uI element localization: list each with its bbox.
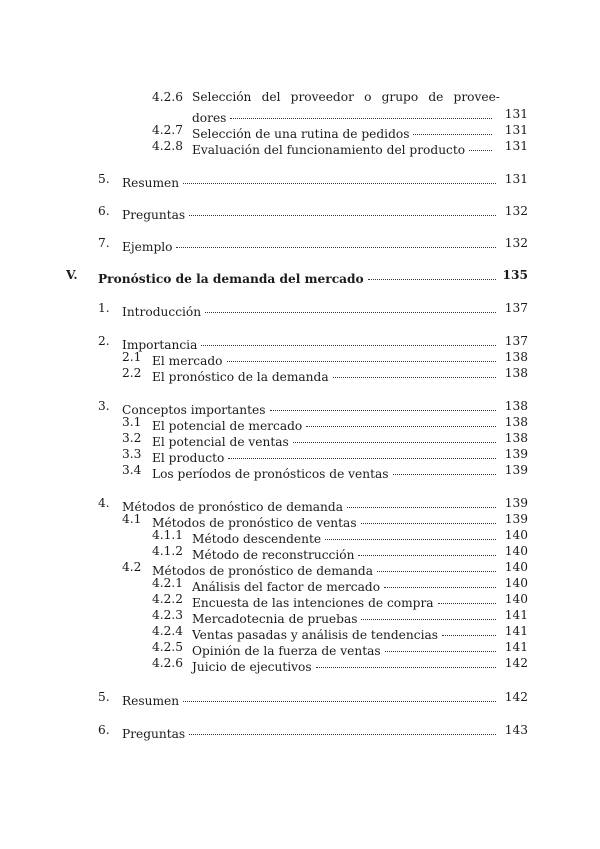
toc-number: 4.1.1 (152, 528, 184, 542)
toc-word: o (364, 90, 372, 104)
leader-dots (393, 462, 496, 478)
toc-number: 4.2.5 (152, 640, 184, 654)
toc-page-number: 140 (504, 592, 528, 606)
leader-dots (438, 591, 496, 607)
toc-entry-1[interactable] (98, 300, 528, 319)
toc-entry-text: El potencial de mercado (152, 419, 303, 433)
toc-word: de (428, 90, 444, 104)
toc-page-number: 138 (504, 350, 528, 364)
toc-entry-4-2-4[interactable] (152, 623, 528, 642)
toc-entry-text: Preguntas (122, 727, 186, 741)
leader-dots (358, 543, 496, 559)
toc-chapter-v[interactable] (66, 267, 528, 286)
toc-page-number: 137 (504, 334, 528, 348)
toc-number: 4.2.3 (152, 608, 184, 622)
toc-page-number: 139 (504, 463, 528, 477)
toc-entry-3-2[interactable] (122, 430, 528, 449)
toc-entry-text: Importancia (122, 338, 198, 352)
toc-entry-text: Resumen (122, 176, 180, 190)
toc-number: 4.2.6 (152, 90, 184, 104)
toc-page-number: 139 (504, 447, 528, 461)
toc-entry-text: Resumen (122, 694, 180, 708)
toc-number: 4.2.6 (152, 656, 184, 670)
toc-page-number: 141 (504, 624, 528, 638)
toc-number: 2.2 (122, 366, 142, 380)
toc-number: 4.2 (122, 560, 142, 574)
leader-dots (316, 655, 496, 671)
toc-page-number: 141 (504, 640, 528, 654)
toc-entry-text: Evaluación del funcionamiento del producto (192, 143, 466, 157)
toc-entry-text: Introducción (122, 305, 202, 319)
toc-page-number: 135 (502, 268, 528, 282)
toc-entry-text: Mercadotecnia de pruebas (192, 612, 358, 626)
toc-page-number: 138 (504, 415, 528, 429)
toc-page-number: 139 (504, 496, 528, 510)
toc-entry-6-b[interactable] (98, 722, 528, 741)
toc-entry-4[interactable] (98, 495, 528, 514)
toc-word: Selección (192, 90, 252, 104)
leader-dots (442, 623, 496, 639)
toc-entry-4-1-1[interactable] (152, 527, 528, 546)
leader-dots (469, 138, 492, 154)
leader-dots (325, 527, 496, 543)
leader-dots (361, 607, 496, 623)
toc-entry-text: Conceptos importantes (122, 403, 266, 417)
toc-entry-text: El mercado (152, 354, 223, 368)
toc-page-number: 140 (504, 560, 528, 574)
toc-page-number: 142 (504, 656, 528, 670)
toc-entry-4-2[interactable] (122, 559, 528, 578)
toc-page-number: 131 (504, 107, 528, 121)
toc-entry-text: Métodos de pronóstico de ventas (152, 516, 357, 530)
toc-entry-text: Preguntas (122, 208, 186, 222)
leader-dots (205, 300, 496, 316)
toc-entry-4-2-6-cont[interactable] (192, 106, 528, 125)
toc-page-number: 131 (504, 172, 528, 186)
leader-dots (413, 122, 492, 138)
toc-entry-6[interactable] (98, 203, 528, 222)
leader-dots (361, 511, 496, 527)
toc-word: del (261, 90, 281, 104)
toc-entry-2[interactable] (98, 333, 528, 352)
toc-entry-text: Encuesta de las intenciones de compra (192, 596, 434, 610)
toc-entry-4-1-2[interactable] (152, 543, 528, 562)
toc-number: 5. (98, 690, 110, 704)
toc-entry-text: El producto (152, 451, 225, 465)
toc-entry-4-2-5[interactable] (152, 639, 528, 658)
toc-entry-7[interactable] (98, 235, 528, 254)
leader-dots (333, 365, 496, 381)
toc-page-number: 132 (504, 204, 528, 218)
toc-number: 6. (98, 204, 110, 218)
toc-page-number: 137 (504, 301, 528, 315)
toc-entry-5[interactable] (98, 171, 528, 190)
toc-page-number: 138 (504, 399, 528, 413)
toc-number: 4.2.2 (152, 592, 184, 606)
toc-entry-text: Método de reconstrucción (192, 548, 355, 562)
leader-dots (227, 349, 497, 365)
toc-entry-2-1[interactable] (122, 349, 528, 368)
toc-page-number: 138 (504, 366, 528, 380)
toc-entry-4-1[interactable] (122, 511, 528, 530)
leader-dots (385, 639, 496, 655)
toc-entry-5-b[interactable] (98, 689, 528, 708)
toc-number: 2. (98, 334, 110, 348)
toc-page-number: 140 (504, 544, 528, 558)
toc-word: provee- (453, 90, 500, 104)
toc-number: 7. (98, 236, 110, 250)
toc-entry-4-2-6-b[interactable] (152, 655, 528, 674)
toc-entry-4-2-1[interactable] (152, 575, 528, 594)
toc-entry-text: Los períodos de pronósticos de ventas (152, 467, 389, 481)
toc-number: 3.2 (122, 431, 142, 445)
leader-dots (201, 333, 496, 349)
toc-page-number: 140 (504, 528, 528, 542)
leader-dots (293, 430, 496, 446)
toc-number: 4.2.8 (152, 139, 184, 153)
toc-entry-text: Selección de una rutina de pedidos (192, 127, 410, 141)
toc-entry-2-2[interactable] (122, 365, 528, 384)
toc-number: 4.2.4 (152, 624, 184, 638)
toc-entry-text: Métodos de pronóstico de demanda (152, 564, 373, 578)
toc-page-number: 140 (504, 576, 528, 590)
toc-entry-4-2-3[interactable] (152, 607, 528, 626)
toc-number: 4.2.7 (152, 123, 184, 137)
toc-number: 4.1.2 (152, 544, 184, 558)
toc-chapter-number: V. (66, 268, 78, 282)
toc-number: 4.2.1 (152, 576, 184, 590)
toc-entry-4-2-8[interactable] (152, 138, 528, 157)
leader-dots (270, 398, 496, 414)
toc-number: 3.1 (122, 415, 142, 429)
toc-page-number: 138 (504, 431, 528, 445)
toc-word: grupo (381, 90, 419, 104)
toc-entry-text-line-1 (192, 89, 500, 105)
toc-page-number: 131 (504, 139, 528, 153)
toc-chapter-title: Pronóstico de la demanda del mercado (98, 272, 364, 286)
toc-entry-3-3[interactable] (122, 446, 528, 465)
leader-dots (228, 446, 496, 462)
toc-entry-text: Ventas pasadas y análisis de tendencias (192, 628, 438, 642)
toc-entry-4-2-2[interactable] (152, 591, 528, 610)
toc-entry-text: dores (192, 111, 227, 125)
toc-entry-text: Juicio de ejecutivos (192, 660, 312, 674)
toc-page-number: 142 (504, 690, 528, 704)
leader-dots (189, 203, 496, 219)
toc-number: 4.1 (122, 512, 142, 526)
toc-page-number: 141 (504, 608, 528, 622)
leader-dots (368, 267, 496, 283)
toc-entry-text: Método descendente (192, 532, 322, 546)
toc-entry-text: El pronóstico de la demanda (152, 370, 329, 384)
toc-entry-text: Ejemplo (122, 240, 173, 254)
toc-entry-text: El potencial de ventas (152, 435, 289, 449)
toc-entry-text: Opinión de la fuerza de ventas (192, 644, 381, 658)
leader-dots (384, 575, 496, 591)
toc-number: 4. (98, 496, 110, 510)
leader-dots (183, 689, 496, 705)
toc-number: 1. (98, 301, 110, 315)
toc-entry-4-2-7[interactable] (152, 122, 528, 141)
leader-dots (306, 414, 496, 430)
toc-entry-4-2-6[interactable] (152, 89, 500, 105)
toc-entry-3-4[interactable] (122, 462, 528, 481)
toc-entry-3-1[interactable] (122, 414, 528, 433)
leader-dots (183, 171, 496, 187)
leader-dots (347, 495, 496, 511)
toc-page-number: 131 (504, 123, 528, 137)
toc-number: 3.3 (122, 447, 142, 461)
toc-page-number: 143 (504, 723, 528, 737)
leader-dots (189, 722, 496, 738)
leader-dots (377, 559, 496, 575)
toc-number: 5. (98, 172, 110, 186)
toc-entry-text: Métodos de pronóstico de demanda (122, 500, 343, 514)
toc-page-number: 132 (504, 236, 528, 250)
toc-number: 3.4 (122, 463, 142, 477)
toc-entry-3[interactable] (98, 398, 528, 417)
toc-number: 2.1 (122, 350, 142, 364)
toc-number: 3. (98, 399, 110, 413)
toc-word: proveedor (290, 90, 354, 104)
toc-page-number: 139 (504, 512, 528, 526)
toc-entry-text: Análisis del factor de mercado (192, 580, 381, 594)
toc-number: 6. (98, 723, 110, 737)
leader-dots (230, 106, 492, 122)
leader-dots (176, 235, 496, 251)
